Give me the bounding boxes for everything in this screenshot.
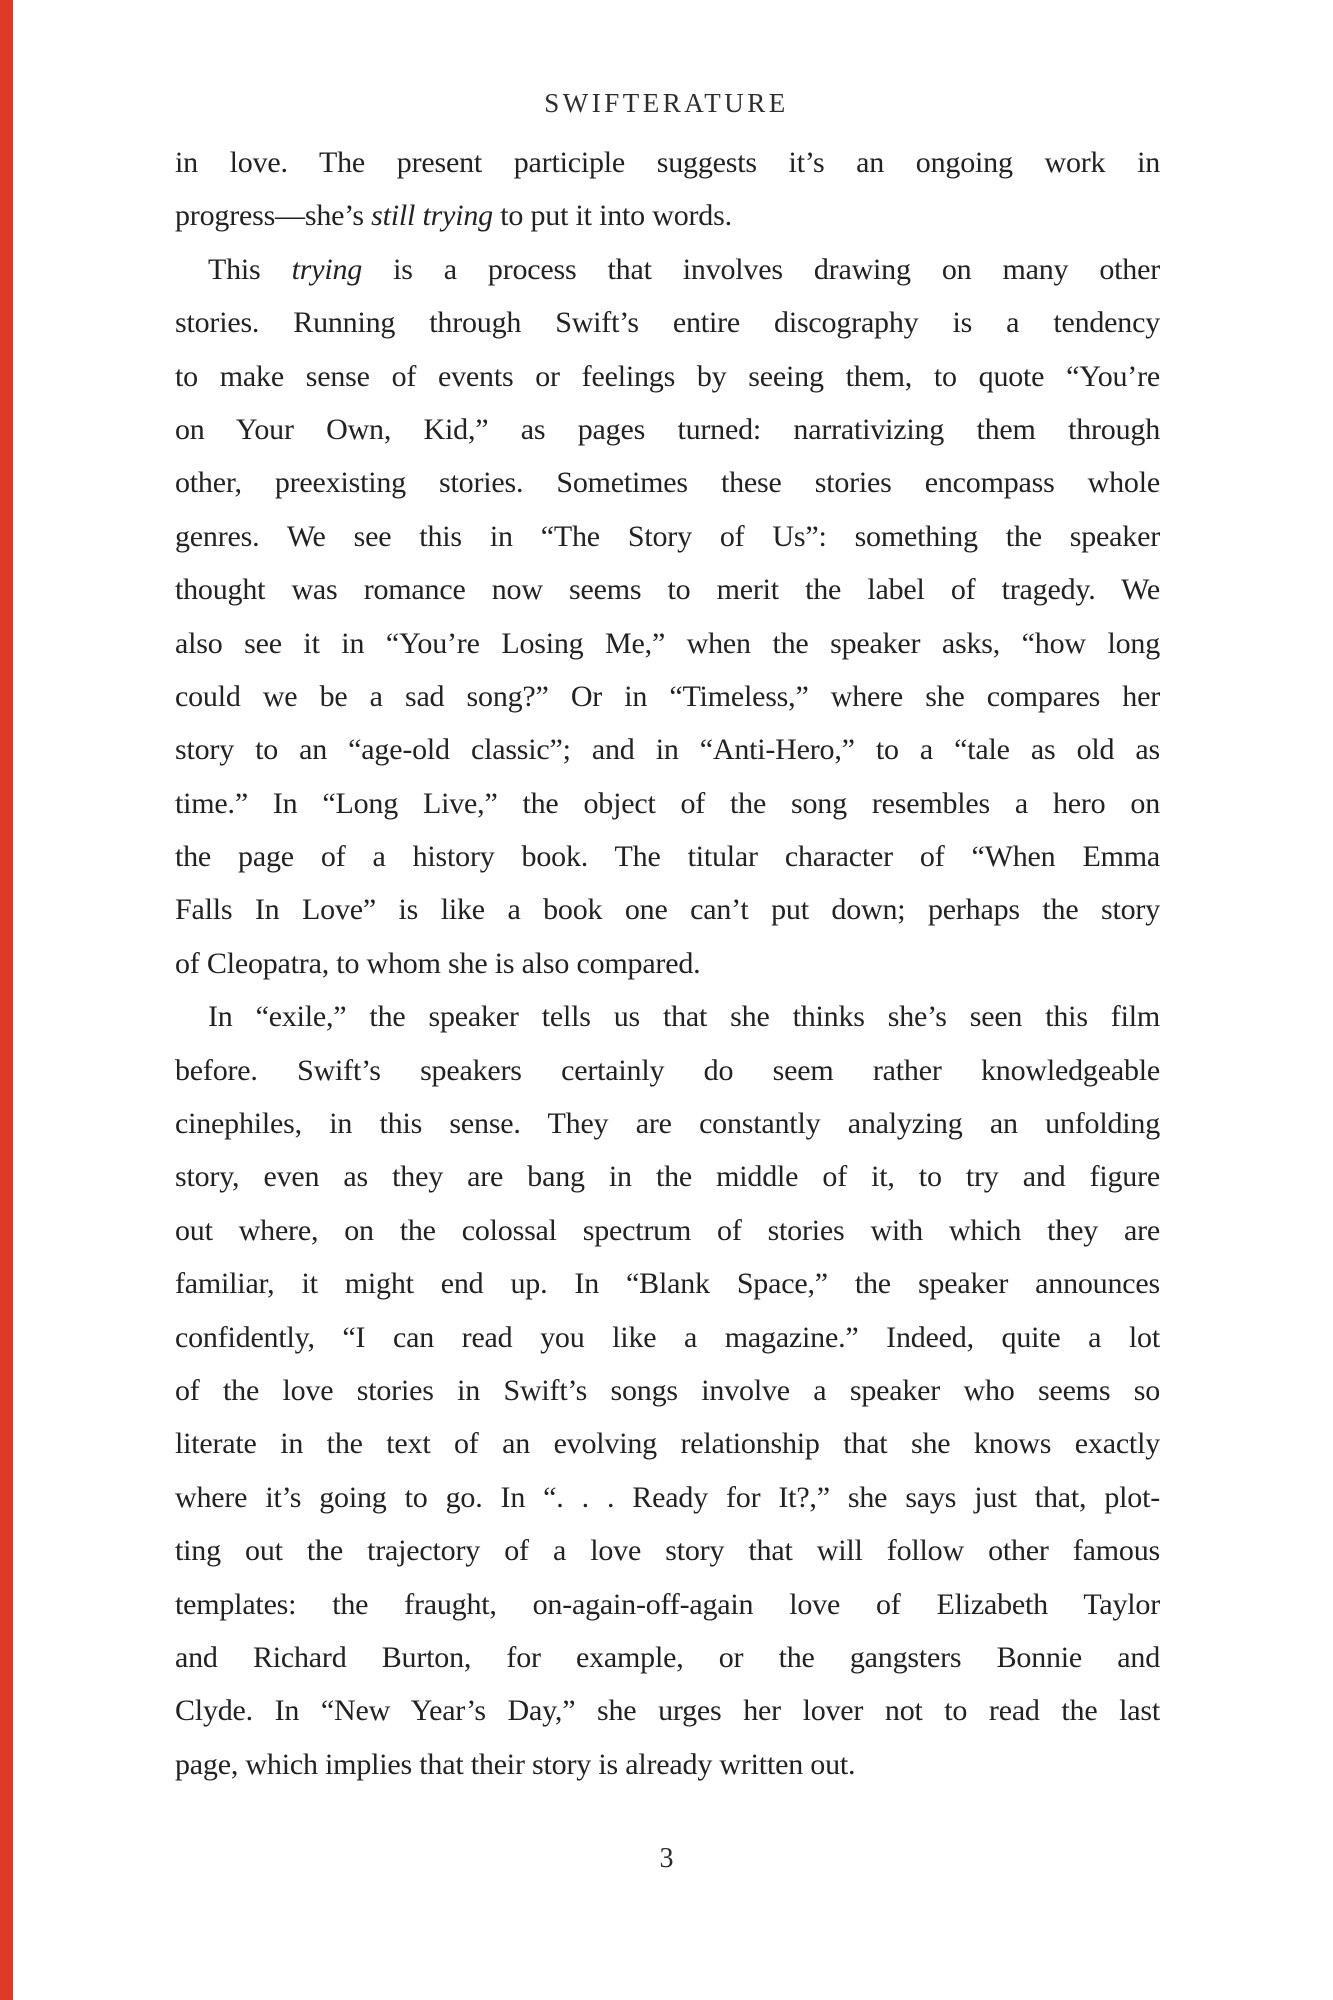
page-number: 3 — [659, 1843, 674, 1874]
text-segment: cinephiles, in this sense. They are constantly analyzing an unfolding — [175, 1107, 1160, 1141]
text-segment: could we be a sad song?” Or in “Timeless,” where she compares her — [175, 679, 1160, 713]
body-line — [175, 1471, 1160, 1524]
body-line — [175, 723, 1160, 776]
italic-text: still trying — [371, 199, 493, 233]
text-segment: where it’s going to go. In “. . . Ready for It?,” she says just that, plot- — [175, 1480, 1160, 1514]
paragraph — [175, 990, 1160, 1791]
body-line — [175, 1524, 1160, 1577]
text-segment: is a process that involves drawing on many other — [362, 252, 1160, 286]
text-segment: to make sense of events or feelings by seeing them, to quote “You’re — [175, 359, 1160, 393]
body-line — [175, 1150, 1160, 1203]
body-line — [175, 136, 1160, 189]
body-line — [175, 1311, 1160, 1364]
text-segment: before. Swift’s speakers certainly do seem rather knowledgeable — [175, 1053, 1160, 1087]
body-line — [175, 777, 1160, 830]
text-segment: In “exile,” the speaker tells us that she thinks she’s seen this film — [208, 1000, 1160, 1034]
body-line — [175, 670, 1160, 723]
body-text — [175, 136, 1160, 1791]
body-line — [175, 1044, 1160, 1097]
text-segment: confidently, “I can read you like a magazine.” Indeed, quite a lot — [175, 1320, 1160, 1354]
text-segment: also see it in “You’re Losing Me,” when the speaker asks, “how long — [175, 626, 1160, 660]
text-segment: to put it into words. — [492, 199, 732, 233]
body-line — [175, 1097, 1160, 1150]
text-segment: page, which implies that their story is already written out. — [175, 1747, 856, 1781]
text-segment: time.” In “Long Live,” the object of the song resembles a hero on — [175, 786, 1160, 820]
text-segment: in love. The present participle suggests it’s an ongoing work in — [175, 146, 1160, 179]
text-segment: other, preexisting stories. Sometimes these stories encompass whole — [175, 466, 1160, 500]
body-line — [175, 617, 1160, 670]
body-line — [175, 1631, 1160, 1684]
body-line — [175, 1204, 1160, 1257]
text-segment: the page of a history book. The titular character of “When Emma — [175, 840, 1160, 874]
body-line — [175, 296, 1160, 349]
text-segment: templates: the fraught, on-again-off-again love of Elizabeth Taylor — [175, 1587, 1160, 1621]
body-line — [175, 1578, 1160, 1631]
body-line — [175, 1257, 1160, 1310]
body-line — [175, 189, 1160, 242]
text-segment: out where, on the colossal spectrum of stories with which they are — [175, 1213, 1160, 1247]
body-line — [175, 990, 1160, 1043]
body-line — [175, 1417, 1160, 1470]
paragraph — [175, 243, 1160, 990]
body-line — [175, 883, 1160, 936]
text-segment: of Cleopatra, to whom she is also compared. — [175, 946, 701, 980]
body-line — [175, 563, 1160, 616]
text-segment: story, even as they are bang in the middle of it, to try and figure — [175, 1160, 1160, 1194]
running-header: SWIFTERATURE — [544, 88, 789, 118]
text-segment: of the love stories in Swift’s songs involve a speaker who seems so — [175, 1373, 1160, 1407]
body-line — [175, 403, 1160, 456]
text-segment: Clyde. In “New Year’s Day,” she urges her lover not to read the last — [175, 1694, 1160, 1728]
text-segment: progress—she’s — [175, 199, 372, 233]
body-line — [175, 243, 1160, 296]
text-segment: on Your Own, Kid,” as pages turned: narrativizing them through — [175, 412, 1160, 446]
text-segment: Falls In Love” is like a book one can’t put down; perhaps the story — [175, 893, 1160, 927]
text-segment: literate in the text of an evolving relationship that she knows exactly — [175, 1427, 1160, 1461]
body-line — [175, 1738, 1160, 1791]
text-segment: and Richard Burton, for example, or the gangsters Bonnie and — [175, 1640, 1160, 1674]
text-segment: familiar, it might end up. In “Blank Space,” the speaker announces — [175, 1267, 1160, 1301]
paragraph — [175, 136, 1160, 243]
text-segment: This — [208, 252, 292, 286]
text-segment: thought was romance now seems to merit the label of tragedy. We — [175, 573, 1160, 607]
text-segment: genres. We see this in “The Story of Us”: something the speaker — [175, 519, 1160, 553]
left-edge-red-bar — [0, 0, 13, 2000]
body-line — [175, 937, 1160, 990]
body-line — [175, 830, 1160, 883]
body-line — [175, 456, 1160, 509]
body-line — [175, 1364, 1160, 1417]
body-line — [175, 510, 1160, 563]
text-segment: story to an “age-old classic”; and in “Anti-Hero,” to a “tale as old as — [175, 733, 1160, 767]
body-line — [175, 350, 1160, 403]
text-segment: ting out the trajectory of a love story that will follow other famous — [175, 1534, 1160, 1568]
text-segment: stories. Running through Swift’s entire discography is a tendency — [175, 306, 1160, 340]
italic-text: trying — [291, 252, 363, 286]
body-line — [175, 1684, 1160, 1737]
